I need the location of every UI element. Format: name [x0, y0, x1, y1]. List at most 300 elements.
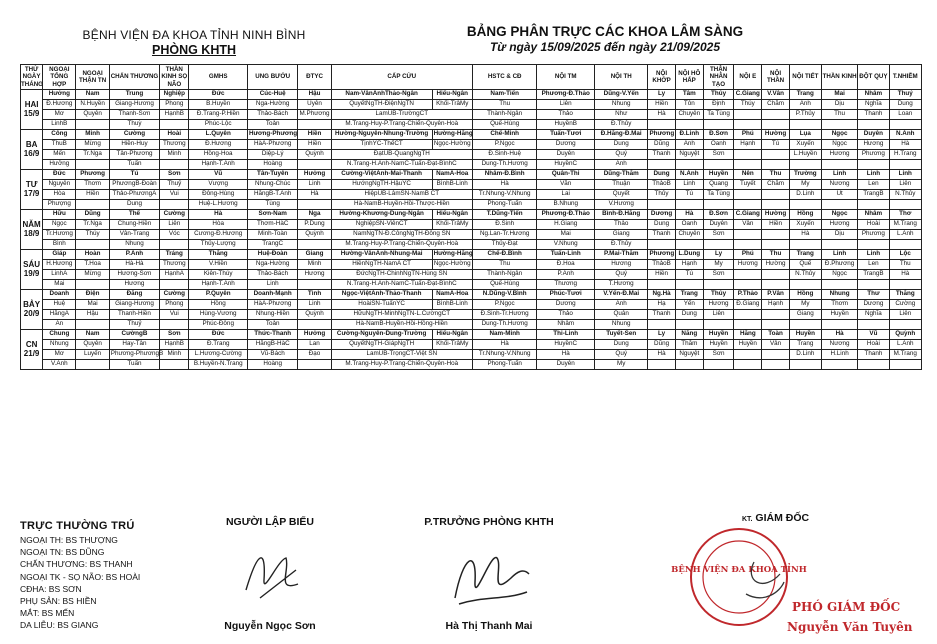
- schedule-cell: Minh: [160, 350, 189, 360]
- schedule-cell: [734, 150, 762, 160]
- schedule-cell: ĐạtUB-QuangNgTH: [331, 150, 472, 160]
- table-row: [21, 290, 922, 300]
- schedule-cell: Tr.Nhung-V.Nhung: [472, 350, 537, 360]
- schedule-cell: Hường-Nguyên-Nhung-Trường: [331, 130, 432, 140]
- schedule-cell: P.Mai-Thắm: [594, 250, 647, 260]
- schedule-cell: Hay-Tân: [109, 340, 159, 350]
- schedule-cell: Út: [821, 190, 857, 200]
- table-row: [21, 280, 922, 290]
- deputy-name: Nguyễn Văn Tuyên: [787, 620, 913, 634]
- schedule-cell: NamNgTN-Đ.CôngNgTH-Đông SN: [331, 230, 472, 240]
- schedule-cell: Như: [594, 110, 647, 120]
- schedule-cell: Len: [858, 180, 889, 190]
- schedule-cell: Thơm: [76, 180, 109, 190]
- schedule-cell: Cường-ViệtAnh-Mai-Thanh: [331, 170, 432, 180]
- schedule-cell: Loan: [889, 110, 921, 120]
- schedule-cell: M.Phương: [298, 110, 331, 120]
- col-header-than-kinh-so-nao: THẦN KINH SỌ NÃO: [161, 66, 188, 88]
- schedule-cell: Quỳnh: [298, 230, 331, 240]
- schedule-cell: Ly: [703, 250, 733, 260]
- schedule-cell: Sơn: [160, 330, 189, 340]
- schedule-cell: Tâm: [675, 90, 703, 100]
- schedule-cell: Ngọc: [43, 220, 76, 230]
- schedule-cell: Linh: [298, 180, 331, 190]
- schedule-cell: Hiền: [648, 100, 675, 110]
- schedule-cell: Nhung: [594, 100, 647, 110]
- schedule-cell: Nhung: [594, 320, 647, 330]
- schedule-cell: Sơn: [703, 150, 733, 160]
- schedule-cell: T.Dũng-Tiến: [472, 210, 537, 220]
- schedule-cell: [160, 240, 189, 250]
- schedule-cell: Nghĩa: [858, 100, 889, 110]
- schedule-cell: Huệ: [43, 300, 76, 310]
- schedule-cell: Hương: [734, 260, 762, 270]
- schedule-cell: [703, 240, 733, 250]
- schedule-cell: [762, 160, 789, 170]
- schedule-cell: Toản: [247, 120, 297, 130]
- schedule-cell: Tôn: [675, 100, 703, 110]
- schedule-cell: Duyên: [858, 130, 889, 140]
- schedule-cell: [789, 280, 821, 290]
- schedule-cell: Hà: [675, 210, 703, 220]
- schedule-cell: Ly: [648, 90, 675, 100]
- schedule-cell: Dung: [648, 170, 675, 180]
- table-row: [21, 260, 922, 270]
- table-header-row: [21, 65, 922, 90]
- schedule-cell: Trang: [789, 90, 821, 100]
- schedule-cell: Thanh: [648, 310, 675, 320]
- schedule-cell: Thanh: [858, 110, 889, 120]
- schedule-cell: Hưởng: [298, 170, 331, 180]
- schedule-cell: Liên: [889, 180, 921, 190]
- schedule-cell: Nhâm: [858, 90, 889, 100]
- schedule-cell: [298, 120, 331, 130]
- schedule-cell: Thảo-Bách: [247, 270, 297, 280]
- schedule-cell: Hậu: [298, 90, 331, 100]
- schedule-cell: Ngọc: [821, 210, 857, 220]
- schedule-cell: Hưởng: [43, 160, 76, 170]
- document-title: BẢNG PHÂN TRỰC CÁC KHOA LÂM SÀNG: [466, 24, 744, 39]
- schedule-cell: QuyếtNgTH-ĐiệnNgTN: [331, 100, 432, 110]
- schedule-cell: Nguyệt: [675, 350, 703, 360]
- schedule-cell: [889, 240, 921, 250]
- schedule-cell: Hùng-Vương: [189, 310, 248, 320]
- schedule-cell: V.Hiền: [189, 260, 248, 270]
- on-call-line: CĐHA: BS SƠN: [20, 583, 82, 594]
- schedule-cell: TrangC: [247, 240, 297, 250]
- schedule-cell: L.Huyền: [789, 150, 821, 160]
- schedule-cell: Sơn: [160, 170, 189, 180]
- schedule-cell: Quế-Hùng: [472, 280, 537, 290]
- schedule-cell: Quyên: [76, 110, 109, 120]
- schedule-cell: Uyên: [298, 100, 331, 110]
- schedule-cell: Xuyến: [789, 220, 821, 230]
- schedule-cell: Hà: [889, 270, 921, 280]
- schedule-cell: Thắng: [889, 290, 921, 300]
- schedule-cell: Hường: [762, 130, 789, 140]
- schedule-cell: Dung: [648, 220, 675, 230]
- schedule-cell: Hiền: [648, 270, 675, 280]
- schedule-cell: Liên: [703, 310, 733, 320]
- schedule-cell: Hương: [821, 150, 857, 160]
- schedule-cell: Thủy-Đạt: [472, 240, 537, 250]
- schedule-cell: Mừng: [76, 140, 109, 150]
- schedule-cell: HằngB-T.Anh: [247, 190, 297, 200]
- schedule-cell: Chung-Hiền: [109, 220, 159, 230]
- schedule-cell: Hạ: [648, 300, 675, 310]
- schedule-cell: N.Thủy: [789, 270, 821, 280]
- schedule-cell: Định: [703, 100, 733, 110]
- schedule-cell: N.Anh: [675, 170, 703, 180]
- head-block: [404, 516, 574, 528]
- schedule-cell: Hồng: [189, 300, 248, 310]
- schedule-cell: Hường-Hằng: [432, 130, 472, 140]
- schedule-cell: Huyền: [821, 310, 857, 320]
- schedule-cell: P.Ngọc: [472, 140, 537, 150]
- schedule-cell: [734, 160, 762, 170]
- schedule-cell: Nên: [734, 170, 762, 180]
- schedule-cell: Hoài: [858, 340, 889, 350]
- schedule-cell: Tr.Nhung-V.Nhung: [472, 190, 537, 200]
- schedule-cell: Sơn: [703, 230, 733, 240]
- schedule-cell: Hồng: [789, 290, 821, 300]
- schedule-cell: Lai: [537, 190, 595, 200]
- schedule-cell: Dung: [675, 310, 703, 320]
- schedule-cell: [858, 160, 889, 170]
- schedule-cell: Quý: [594, 350, 647, 360]
- schedule-cell: Nhâm: [537, 320, 595, 330]
- schedule-cell: M.Trang: [889, 220, 921, 230]
- schedule-cell: Cương-Đ.Hương: [189, 230, 248, 240]
- schedule-cell: Liên: [889, 310, 921, 320]
- col-header-noi-than: NỘI THẦN: [762, 65, 789, 90]
- schedule-cell: TrangB: [858, 270, 889, 280]
- schedule-cell: V.Nhung: [537, 240, 595, 250]
- schedule-cell: Tú: [675, 270, 703, 280]
- schedule-cell: Nguyệt: [675, 150, 703, 160]
- schedule-cell: N.Thủy: [889, 190, 921, 200]
- schedule-cell: C.Giang: [734, 210, 762, 220]
- on-call-line: CHẤN THƯƠNG: BS THANH: [20, 559, 133, 570]
- col-header-noi-th: NỘI TH: [594, 65, 647, 90]
- deputy-title: PHÓ GIÁM ĐỐC: [792, 600, 901, 614]
- schedule-cell: Dương: [648, 210, 675, 220]
- schedule-cell: Khối-TrâMy: [432, 340, 472, 350]
- schedule-cell: Nghiệp: [160, 90, 189, 100]
- table-row: [21, 200, 922, 210]
- schedule-cell: [821, 280, 857, 290]
- col-header-chan-thuong: CHẤN THƯƠNG: [109, 65, 159, 90]
- table-row: [21, 130, 922, 140]
- table-row: [21, 250, 922, 260]
- table-row: [21, 330, 922, 340]
- schedule-cell: Nam: [76, 330, 109, 340]
- schedule-cell: [789, 320, 821, 330]
- schedule-cell: Đông-Hùng: [189, 190, 248, 200]
- schedule-cell: [298, 320, 331, 330]
- schedule-cell: TrangB: [858, 190, 889, 200]
- schedule-cell: HuyềnC: [537, 160, 595, 170]
- schedule-cell: M.Trang: [889, 350, 921, 360]
- schedule-cell: [160, 280, 189, 290]
- preparer-name-wrap: [205, 620, 335, 632]
- schedule-cell: Tuấn-Linh: [537, 250, 595, 260]
- schedule-cell: [789, 240, 821, 250]
- col-header-gmhs: GMHS: [189, 65, 248, 90]
- schedule-cell: Chuyên: [675, 230, 703, 240]
- schedule-cell: Linh: [821, 250, 857, 260]
- schedule-cell: Hạnh: [734, 140, 762, 150]
- title-block: [440, 24, 770, 54]
- schedule-cell: [734, 350, 762, 360]
- schedule-cell: Quế: [789, 260, 821, 270]
- schedule-cell: Quỳnh: [889, 330, 921, 340]
- stamp-text: BỆNH VIỆN ĐA KHOA TỈNH: [671, 565, 807, 575]
- schedule-cell: Nguyên: [43, 180, 76, 190]
- table-row: [21, 100, 922, 110]
- schedule-cell: Mai: [43, 280, 76, 290]
- schedule-cell: H.Linh: [821, 350, 857, 360]
- schedule-cell: Dương: [537, 300, 595, 310]
- schedule-cell: Giáp: [43, 250, 76, 260]
- schedule-cell: L.Anh: [889, 340, 921, 350]
- schedule-cell: Nhâm: [858, 210, 889, 220]
- schedule-cell: Thương: [160, 140, 189, 150]
- schedule-cell: Ng.Hà: [648, 290, 675, 300]
- schedule-cell: ThảoB: [648, 260, 675, 270]
- schedule-cell: Dịu: [821, 100, 857, 110]
- table-row: [21, 350, 922, 360]
- schedule-cell: Thảo-Bách: [247, 110, 297, 120]
- schedule-cell: Huyền: [703, 330, 733, 340]
- schedule-cell: P.Ngọc: [472, 300, 537, 310]
- schedule-cell: Đ.Hương: [189, 140, 248, 150]
- schedule-cell: My: [594, 360, 647, 370]
- schedule-cell: Hoàn: [76, 250, 109, 260]
- schedule-cell: Dung-Th.Hương: [472, 320, 537, 330]
- schedule-cell: [648, 160, 675, 170]
- schedule-cell: Hiền: [76, 190, 109, 200]
- schedule-cell: Linh: [858, 170, 889, 180]
- schedule-cell: Đ.Hằng-Đ.Mai: [594, 130, 647, 140]
- schedule-cell: Thắm: [675, 340, 703, 350]
- schedule-cell: NamA-Hoa: [432, 170, 472, 180]
- schedule-cell: [858, 280, 889, 290]
- schedule-cell: Nga: [298, 210, 331, 220]
- schedule-cell: [298, 240, 331, 250]
- schedule-cell: Hà: [789, 230, 821, 240]
- preparer-signature: [238, 540, 308, 610]
- schedule-cell: P.Thủy: [789, 110, 821, 120]
- schedule-cell: Dương: [858, 300, 889, 310]
- schedule-cell: Tuấn-Tươi: [537, 130, 595, 140]
- schedule-cell: Hạnh: [675, 260, 703, 270]
- schedule-cell: Hiền: [298, 130, 331, 140]
- schedule-cell: Sơn: [703, 350, 733, 360]
- schedule-cell: Hà: [472, 180, 537, 190]
- schedule-cell: [762, 320, 789, 330]
- schedule-cell: Phúc-Đông: [189, 320, 248, 330]
- schedule-cell: Hiền: [762, 220, 789, 230]
- schedule-cell: Ly: [648, 330, 675, 340]
- on-call-line: NGOẠI TK - SỌ NÃO: BS HOÀI: [20, 571, 141, 582]
- schedule-cell: V.Anh: [43, 360, 76, 370]
- schedule-cell: Đức: [189, 90, 248, 100]
- schedule-cell: N.Huyền: [76, 100, 109, 110]
- schedule-cell: Ngọc: [821, 140, 857, 150]
- schedule-cell: Nương: [821, 180, 857, 190]
- schedule-cell: Hà: [472, 340, 537, 350]
- schedule-cell: Thanh: [648, 230, 675, 240]
- schedule-cell: Hà-NamB-Huyền-Hồi-Hồng-Hiền: [331, 320, 472, 330]
- schedule-cell: HoàiSN-TuấnYC: [331, 300, 432, 310]
- schedule-cell: Linh: [298, 300, 331, 310]
- table-row: [21, 310, 922, 320]
- schedule-cell: Bình-Đ.Hằng: [594, 210, 647, 220]
- col-header-hstc: HSTC & CĐ: [472, 65, 537, 90]
- schedule-cell: H.Giang: [537, 220, 595, 230]
- schedule-cell: HạnhA: [160, 270, 189, 280]
- schedule-cell: Dung: [594, 140, 647, 150]
- col-header-t-nhiem: T.NHIỄM: [889, 65, 921, 90]
- schedule-cell: [734, 320, 762, 330]
- schedule-cell: Giang: [594, 230, 647, 240]
- schedule-cell: Tr.Nga: [76, 220, 109, 230]
- schedule-cell: Nhung: [43, 340, 76, 350]
- schedule-cell: Ta Tùng: [703, 110, 733, 120]
- schedule-cell: Thành-Ngân: [472, 110, 537, 120]
- schedule-cell: Doanh-Mạnh: [247, 290, 297, 300]
- col-header-noi-ho-hap: NỘI HÔ HẤP: [675, 65, 703, 90]
- schedule-cell: [734, 310, 762, 320]
- schedule-cell: Dũng: [76, 210, 109, 220]
- schedule-cell: Giang: [298, 250, 331, 260]
- schedule-cell: [789, 120, 821, 130]
- schedule-cell: Bình: [43, 240, 76, 250]
- date-range: Từ ngày 15/09/2025 đến ngày 21/09/2025: [489, 40, 721, 54]
- schedule-cell: Phương: [858, 150, 889, 160]
- schedule-cell: Đ.Sinh: [472, 220, 537, 230]
- director-title: GIÁM ĐỐC: [755, 512, 810, 524]
- table-row: [21, 270, 922, 280]
- schedule-cell: Quân-Thi: [537, 170, 595, 180]
- schedule-cell: Minh: [298, 260, 331, 270]
- schedule-cell: Thương: [537, 280, 595, 290]
- schedule-cell: Đ.Sơn: [703, 130, 733, 140]
- schedule-cell: Xuyến: [789, 140, 821, 150]
- schedule-cell: [76, 360, 109, 370]
- schedule-cell: Mến: [43, 150, 76, 160]
- schedule-cell: P.Anh: [537, 270, 595, 280]
- schedule-cell: Tuyết: [734, 180, 762, 190]
- schedule-cell: P.Quyên: [189, 290, 248, 300]
- schedule-cell: [789, 200, 821, 210]
- schedule-cell: Sơn-Nam: [247, 210, 297, 220]
- table-row: [21, 180, 922, 190]
- schedule-cell: Quyết: [594, 190, 647, 200]
- schedule-cell: Quý: [594, 150, 647, 160]
- schedule-cell: HướngNgTH-HậuYC: [331, 180, 432, 190]
- head-name-wrap: [404, 620, 574, 632]
- schedule-cell: D.Linh: [789, 190, 821, 200]
- schedule-cell: Hường-VânAnh-Nhung-Mai: [331, 250, 432, 260]
- col-header-ngoai-than: NGOẠI THẬN TN: [76, 65, 109, 90]
- schedule-cell: Đ.Hoa: [537, 260, 595, 270]
- schedule-cell: HàA-Phương: [247, 140, 297, 150]
- schedule-cell: Vũ-Bách: [247, 350, 297, 360]
- schedule-cell: Mai: [76, 300, 109, 310]
- schedule-cell: Hương-Phương: [247, 130, 297, 140]
- schedule-cell: C.Giang: [734, 90, 762, 100]
- schedule-cell: Thu: [762, 250, 789, 260]
- schedule-cell: Trang: [675, 290, 703, 300]
- schedule-cell: [821, 200, 857, 210]
- col-header-noi-e: NỘI E: [734, 65, 762, 90]
- schedule-cell: Giang-Hương: [109, 100, 159, 110]
- schedule-cell: Thu: [472, 100, 537, 110]
- schedule-cell: [889, 360, 921, 370]
- schedule-cell: Đ.Sinh-Huệ: [472, 150, 537, 160]
- schedule-cell: Quân: [594, 310, 647, 320]
- schedule-cell: Hạnh: [762, 300, 789, 310]
- schedule-cell: [675, 160, 703, 170]
- schedule-cell: [648, 240, 675, 250]
- schedule-cell: Hiền-Huy: [109, 140, 159, 150]
- schedule-cell: [734, 230, 762, 240]
- schedule-cell: Hưởng: [43, 90, 76, 100]
- schedule-cell: [298, 280, 331, 290]
- schedule-cell: Phương: [648, 130, 675, 140]
- schedule-cell: Đ.Thủy: [594, 240, 647, 250]
- schedule-cell: Thủy: [703, 290, 733, 300]
- schedule-cell: Dũng: [648, 340, 675, 350]
- schedule-cell: Thanh-Hiền: [109, 310, 159, 320]
- schedule-cell: Nhung: [821, 290, 857, 300]
- schedule-cell: Hương: [298, 270, 331, 280]
- schedule-cell: Liên: [160, 220, 189, 230]
- schedule-cell: V.Yến-Đ.Mai: [594, 290, 647, 300]
- schedule-cell: Thảo: [594, 220, 647, 230]
- schedule-cell: TịnhYC-ThếCT: [331, 140, 432, 150]
- schedule-cell: Thức-Thanh: [247, 330, 297, 340]
- schedule-cell: Đăng: [109, 290, 159, 300]
- schedule-cell: Thuỳ: [109, 120, 159, 130]
- schedule-cell: [734, 280, 762, 290]
- schedule-cell: H.Hương: [43, 260, 76, 270]
- schedule-cell: HữuNgTH-MinhNgTN-L.CườngCT: [331, 310, 472, 320]
- schedule-cell: N.Trang-H.Anh-NamC-Tuấn-Đạt-BìnhC: [331, 160, 472, 170]
- schedule-cell: Anh: [594, 300, 647, 310]
- director-prefix: KT.: [742, 516, 753, 523]
- schedule-cell: Phương-PhươngB: [109, 350, 159, 360]
- schedule-cell: Phương: [76, 170, 109, 180]
- schedule-cell: Phong: [160, 100, 189, 110]
- schedule-cell: Thu: [762, 170, 789, 180]
- schedule-cell: Tân-Phương: [109, 150, 159, 160]
- schedule-cell: Phương: [648, 250, 675, 260]
- schedule-cell: [734, 360, 762, 370]
- schedule-cell: [821, 120, 857, 130]
- schedule-cell: Đ.Linh: [675, 130, 703, 140]
- table-row: [21, 120, 922, 130]
- schedule-cell: T.Hương: [594, 280, 647, 290]
- schedule-cell: Anh: [675, 140, 703, 150]
- schedule-cell: Mai: [821, 90, 857, 100]
- schedule-cell: Toàn: [762, 330, 789, 340]
- schedule-cell: M.Trang-Huy-P.Trang-Chiến-Quyên-Hoà: [331, 360, 472, 370]
- schedule-cell: Vui: [160, 310, 189, 320]
- schedule-cell: Đức: [189, 330, 248, 340]
